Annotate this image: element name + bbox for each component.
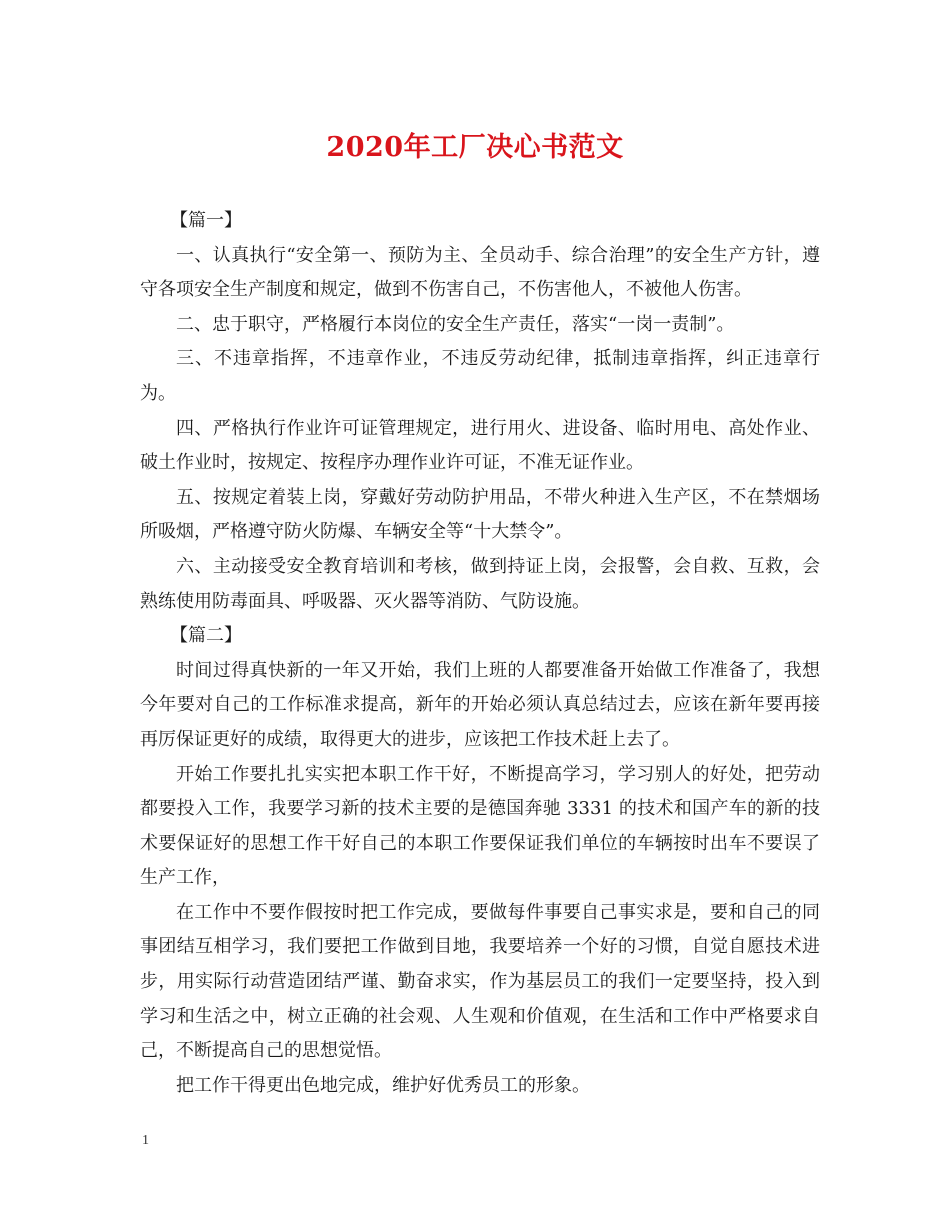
paragraph: 四、严格执行作业许可证管理规定，进行用火、进设备、临时用电、高处作业、破土作业时，按规定、按程序办理作业许可证，不准无证作业。 [140, 417, 820, 474]
paragraph: 五、按规定着装上岗，穿戴好劳动防护用品，不带火种进入生产区，不在禁烟场所吸烟，严格遵守防火防爆、车辆安全等“十大禁令”。 [140, 486, 820, 543]
document-body [140, 204, 820, 1103]
paragraph: 二、忠于职守，严格履行本岗位的安全生产责任，落实“一岗一责制”。 [176, 313, 735, 335]
paragraph: 开始工作要扎扎实实把本职工作干好，不断提高学习，学习别人的好处，把劳动都要投入工作，我要学习新的技术主要的是德国奔驰 3331 的技术和国产车的新的技术要保证好的思想工作干好自己的本职工作要保证我们单位的车辆按时出车不要误了生产工作， [140, 763, 820, 889]
page-number: 1 [142, 1133, 149, 1148]
paragraph: 时间过得真快新的一年又开始，我们上班的人都要准备开始做工作准备了，我想今年要对自己的工作标准求提高，新年的开始必须认真总结过去，应该在新年要再接再厉保证更好的成绩，取得更大的进步，应该把工作技术赶上去了。 [140, 659, 820, 750]
paragraph: 六、主动接受安全教育培训和考核，做到持证上岗，会报警，会自救、互救，会熟练使用防毒面具、呼吸器、灭火器等消防、气防设施。 [140, 555, 820, 612]
paragraph: 一、认真执行“安全第一、预防为主、全员动手、综合治理”的安全生产方针，遵守各项安全生产制度和规定，做到不伤害自己，不伤害他人，不被他人伤害。 [140, 244, 820, 301]
section-heading: 【篇二】 [170, 625, 242, 647]
section-heading: 【篇一】 [170, 210, 242, 231]
paragraph: 把工作干得更出色地完成，维护好优秀员工的形象。 [176, 1074, 590, 1096]
paragraph: 在工作中不要作假按时把工作完成，要做每件事要自己事实求是，要和自己的同事团结互相学习，我们要把工作做到目地，我要培养一个好的习惯，自觉自愿技术进步，用实际行动营造团结严谨、勤奋求实，作为基层员工的我们一定要坚持，投入到学习和生活之中，树立正确的社会观、人生观和价值观，在生活和工作中严格要求自己，不断提高自己的思想觉悟。 [140, 901, 820, 1062]
paragraph: 三、不违章指挥，不违章作业，不违反劳动纪律，抵制违章指挥，纠正违章行为。 [140, 348, 820, 404]
document-title: 2020年工厂决心书范文 [326, 132, 624, 163]
